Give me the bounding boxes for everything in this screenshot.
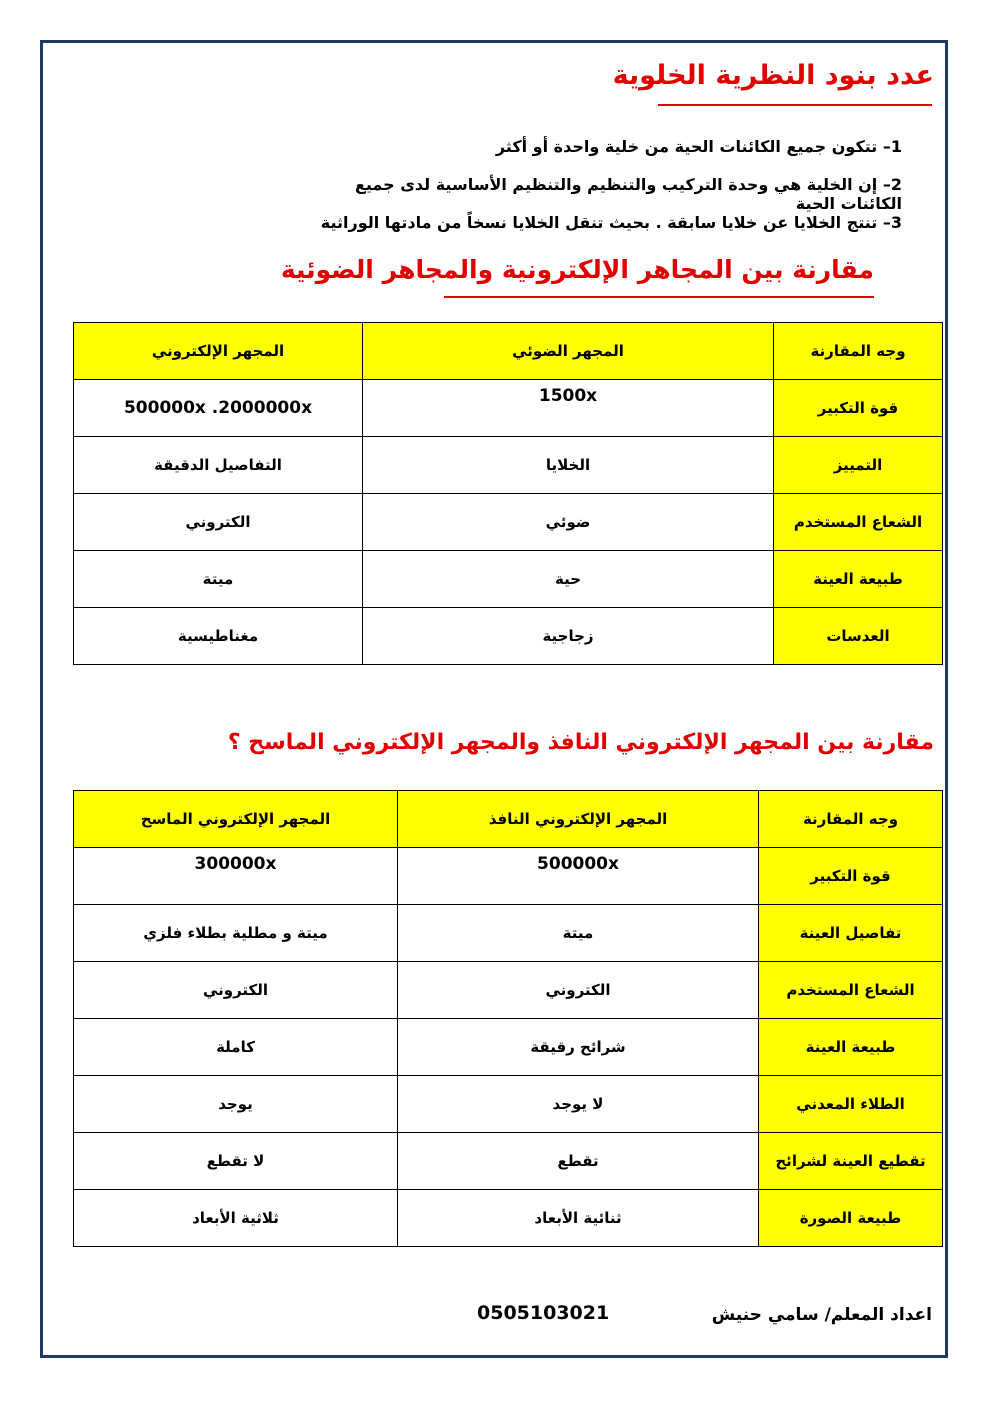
cell-value: تقطع: [398, 1133, 759, 1190]
cell-value: 500000x .2000000x: [74, 380, 363, 437]
cell-value: حية: [363, 551, 774, 608]
row-label: العدسات: [774, 608, 943, 665]
header-light-microscope: المجهر الضوئي: [363, 323, 774, 380]
table-row: [74, 437, 943, 494]
cell-value: الكتروني: [398, 962, 759, 1019]
table2-title: مقارنة بين المجهر الإلكتروني النافذ والمجهر الإلكتروني الماسح ؟: [227, 730, 934, 755]
header-comparison: وجه المقارنة: [774, 323, 943, 380]
table-row: [74, 380, 943, 437]
cell-value: التفاصيل الدقيقة: [74, 437, 363, 494]
row-label: الطلاء المعدني: [759, 1076, 943, 1133]
cell-value: مغناطيسية: [74, 608, 363, 665]
title-underline: [658, 104, 932, 106]
cell-value: لا تقطع: [74, 1133, 398, 1190]
table-row: [74, 1190, 943, 1247]
cell-value: 1500x: [363, 380, 774, 437]
cell-value: ميتة و مطلية بطلاء فلزي: [74, 905, 398, 962]
row-label: تفاصيل العينة: [759, 905, 943, 962]
cell-value: ضوئي: [363, 494, 774, 551]
row-label: التمييز: [774, 437, 943, 494]
table-row: [74, 1133, 943, 1190]
cell-value: شرائح رقيقة: [398, 1019, 759, 1076]
page-title: عدد بنود النظرية الخلوية: [612, 60, 934, 91]
table-row: [74, 848, 943, 905]
table1-title-underline: [444, 296, 874, 298]
row-label: طبيعة العينة: [774, 551, 943, 608]
author-credit: اعداد المعلم/ سامي حنيش: [711, 1305, 932, 1325]
table-row: [74, 1076, 943, 1133]
table1-title: مقارنة بين المجاهر الإلكترونية والمجاهر الضوئية: [280, 255, 874, 284]
row-label: الشعاع المستخدم: [774, 494, 943, 551]
row-label: تقطيع العينة لشرائح: [759, 1133, 943, 1190]
header-comparison: وجه المقارنة: [759, 791, 943, 848]
row-label: الشعاع المستخدم: [759, 962, 943, 1019]
row-label: قوة التكبير: [774, 380, 943, 437]
cell-value: 300000x: [74, 848, 398, 905]
row-label: قوة التكبير: [759, 848, 943, 905]
transmission-vs-scanning-table: [73, 790, 943, 1247]
table-header-row: [74, 323, 943, 380]
cell-value: الكتروني: [74, 962, 398, 1019]
cell-value: كاملة: [74, 1019, 398, 1076]
cell-value: يوجد: [74, 1076, 398, 1133]
theory-point-2: 2– إن الخلية هي وحدة التركيب والتنظيم والتنظيم الأساسية لدى جميع الكائنات الحية: [354, 175, 902, 213]
header-transmission-microscope: المجهر الإلكتروني النافذ: [398, 791, 759, 848]
cell-value: زجاجية: [363, 608, 774, 665]
cell-value: الخلايا: [363, 437, 774, 494]
cell-value: ثلاثية الأبعاد: [74, 1190, 398, 1247]
theory-point-3: 3– تنتج الخلايا عن خلايا سابقة . بحيث تنقل الخلايا نسخاً من مادتها الوراثية: [320, 213, 902, 232]
cell-value: لا يوجد: [398, 1076, 759, 1133]
table-row: [74, 1019, 943, 1076]
table-row: [74, 905, 943, 962]
cell-value: ميتة: [398, 905, 759, 962]
row-label: طبيعة الصورة: [759, 1190, 943, 1247]
header-electron-microscope: المجهر الإلكتروني: [74, 323, 363, 380]
theory-point-1: 1– تتكون جميع الكائنات الحية من خلية واحدة أو أكثر: [495, 137, 902, 156]
cell-value: ثنائية الأبعاد: [398, 1190, 759, 1247]
cell-value: ميتة: [74, 551, 363, 608]
cell-value: 500000x: [398, 848, 759, 905]
table-row: [74, 494, 943, 551]
table-header-row: [74, 791, 943, 848]
phone-number: 0505103021: [477, 1302, 610, 1324]
table-row: [74, 608, 943, 665]
light-vs-electron-table: [73, 322, 943, 665]
table-row: [74, 551, 943, 608]
table-row: [74, 962, 943, 1019]
cell-value: الكتروني: [74, 494, 363, 551]
row-label: طبيعة العينة: [759, 1019, 943, 1076]
header-scanning-microscope: المجهر الإلكتروني الماسح: [74, 791, 398, 848]
